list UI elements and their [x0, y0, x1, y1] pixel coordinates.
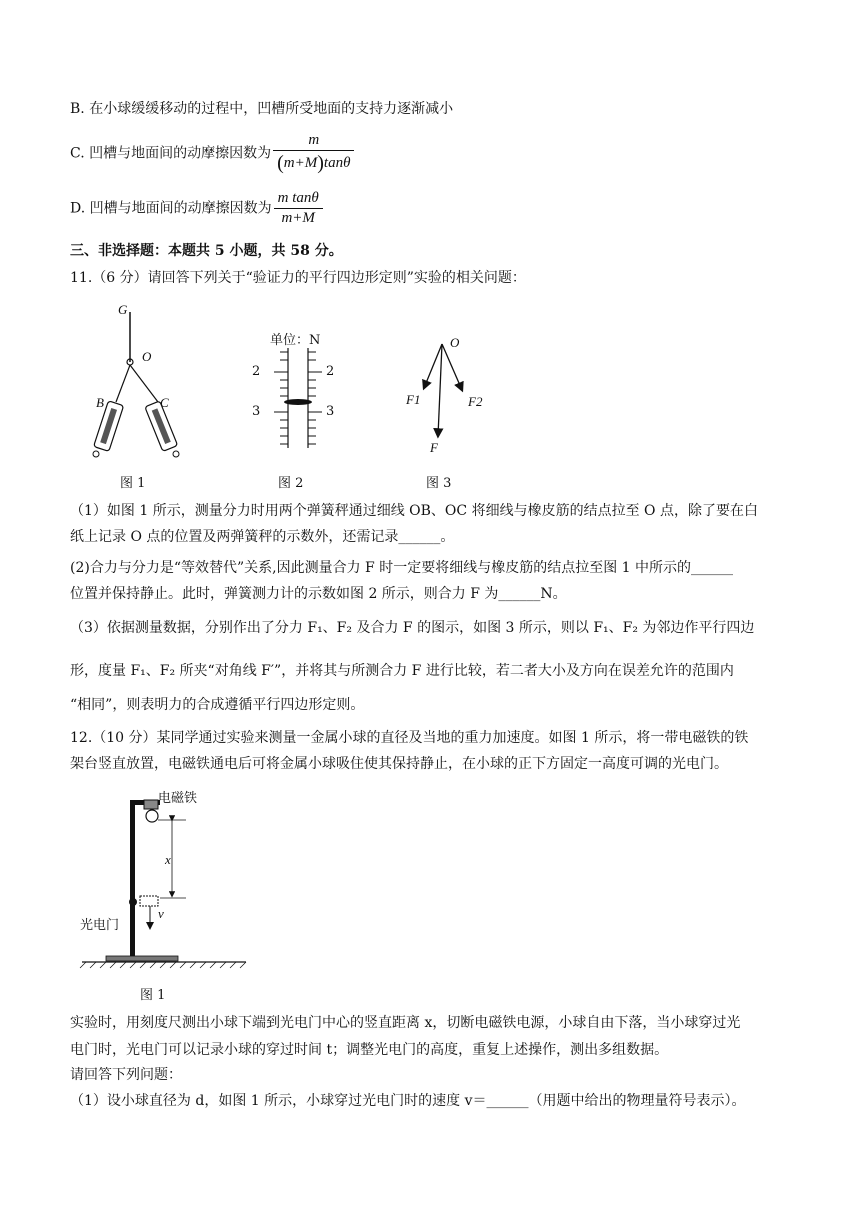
q12-p-b: 电门时，光电门可以记录小球的穿过时间 t；调整光电门的高度，重复上述操作，测出多组数据。	[70, 1042, 669, 1058]
option-d-fraction	[274, 190, 323, 227]
q12-p-a: 实验时，用刻度尺测出小球下端到光电门中心的竖直距离 x，切断电磁铁电源，小球自由下落，当小球穿过光	[70, 1015, 741, 1031]
q11-p2-b: 位置并保持静止。此时，弹簧测力计的示数如图 2 所示，则合力 F 为______N。	[70, 586, 567, 602]
fig3-label-o: O	[450, 335, 460, 350]
option-d-denominator: m+M	[281, 210, 315, 226]
option-d-numerator: m tanθ	[274, 190, 323, 209]
q11-fig1-diagram	[90, 300, 190, 460]
fig2-tick-2-right: 2	[326, 364, 335, 379]
fig3-label-f2: F2	[468, 394, 483, 409]
option-c-fraction: $\frac{m}{(m+M)\tan\theta}$	[273, 132, 354, 175]
q11-p3-c: “相同”，则表明力的合成遵循平行四边形定则。	[70, 697, 365, 713]
q12-stem-b: 架台竖直放置，电磁铁通电后可将金属小球吸住使其保持静止，在小球的正下方固定一高度可调的光电门。	[70, 756, 728, 772]
option-c	[70, 132, 354, 175]
q12-fig-gate-label: 光电门	[80, 918, 120, 933]
option-c-numerator: m	[273, 132, 354, 151]
q12-p-d: （1）设小球直径为 d，如图 1 所示，小球穿过光电门时的速度 v＝______（用题中给出的物理量符号表示）。	[70, 1093, 746, 1109]
fig1-caption: 图 1	[120, 476, 146, 491]
fig2-tick-3-left: 3	[252, 404, 261, 419]
fig2-tick-2-left: 2	[252, 364, 261, 379]
fig1-label-o: O	[142, 349, 152, 364]
option-d-text: D. 凹槽与地面间的动摩擦因数为	[70, 200, 272, 217]
q11-p3-b: 形，度量 F₁、F₂ 所夹“对角线 F′”，并将其与所测合力 F 进行比较，若二者大小及方向在误差允许的范围内	[70, 663, 734, 679]
q12-stem-a: 12.（10 分）某同学通过实验来测量一金属小球的直径及当地的重力加速度。如图 1 所示，将一带电磁铁的铁	[70, 730, 749, 746]
option-d	[70, 190, 323, 227]
q12-fig-x-label: x	[165, 852, 171, 867]
q12-fig-caption: 图 1	[140, 988, 166, 1003]
option-c-denominator-a: m+M	[283, 155, 318, 171]
option-b: B. 在小球缓缓移动的过程中，凹槽所受地面的支持力逐渐减小	[70, 101, 454, 117]
option-c-denominator-b: tanθ	[323, 155, 351, 171]
fig1-label-g: G	[118, 302, 128, 317]
q11-fig2-scale	[248, 348, 348, 448]
fig2-unit: 单位：N	[270, 333, 321, 348]
q12-fig-magnet-label: 电磁铁	[158, 791, 198, 806]
q12-p-c: 请回答下列问题：	[70, 1067, 182, 1083]
fig3-label-f: F	[430, 440, 438, 455]
section-heading: 三、非选择题：本题共 5 小题，共 58 分。	[70, 243, 343, 259]
fig2-tick-3-right: 3	[326, 404, 335, 419]
fig3-caption: 图 3	[426, 476, 452, 491]
fig3-label-f1: F1	[406, 392, 421, 407]
q11-p1-a: （1）如图 1 所示，测量分力时用两个弹簧秤通过细线 OB、OC 将细线与橡皮筋的结点拉至 O 点，除了要在白	[70, 503, 758, 519]
option-c-text: C. 凹槽与地面间的动摩擦因数为	[70, 145, 272, 162]
q11-p2-a: (2)合力与分力是“等效替代”关系,因此测量合力 F 时一定要将细线与橡皮筋的结点拉至图 1 中所示的______	[70, 560, 734, 576]
fig1-label-c: C	[160, 395, 169, 410]
q12-fig-v-label: v	[158, 906, 164, 921]
q11-p3-a: （3）依据测量数据，分别作出了分力 F₁、F₂ 及合力 F 的图示，如图 3 所示，则以 F₁、F₂ 为邻边作平行四边	[70, 620, 755, 636]
fig1-label-b: B	[96, 395, 104, 410]
q11-p1-b: 纸上记录 O 点的位置及两弹簧秤的示数外，还需记录______。	[70, 529, 455, 545]
q11-stem: 11.（6 分）请回答下列关于“验证力的平行四边形定则”实验的相关问题：	[70, 270, 526, 286]
q12-fig1-apparatus	[76, 790, 256, 970]
fig2-caption: 图 2	[278, 476, 304, 491]
